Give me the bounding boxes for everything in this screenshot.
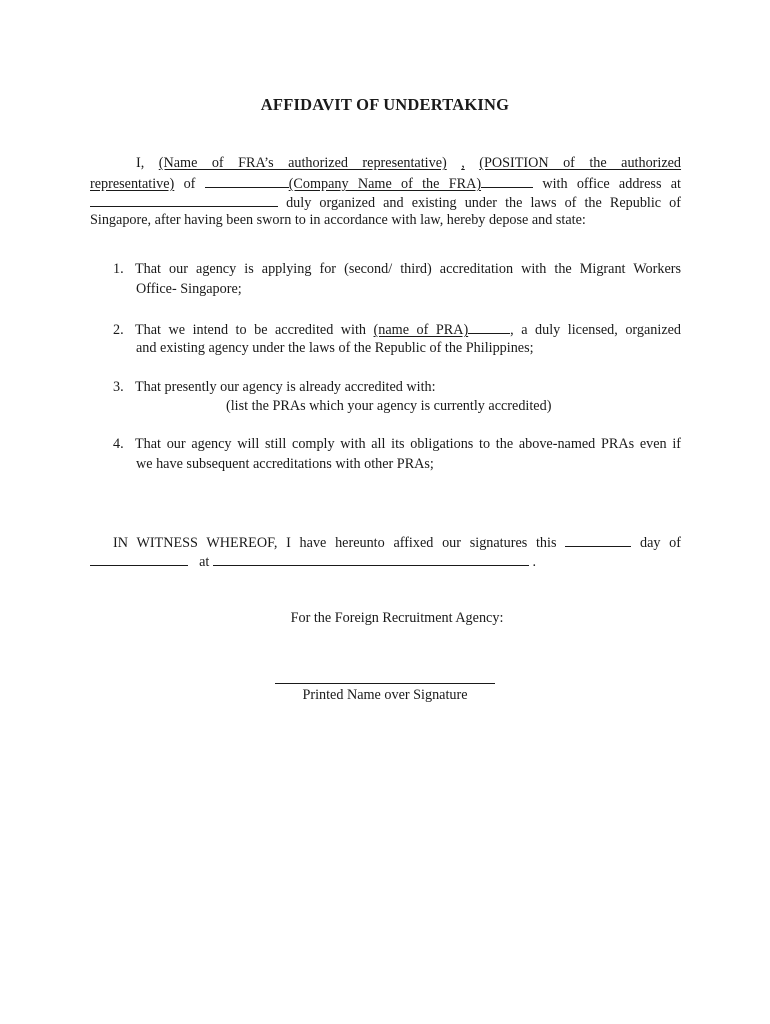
company-name-field: (Company Name of the FRA) [288, 176, 482, 192]
item-2-line-2: and existing agency under the laws of the Republic of the Philippines; [136, 340, 534, 356]
intro-line-1 [90, 154, 681, 173]
item-4-number: 4. [113, 436, 124, 452]
item-1-text: That our agency is applying for (second/ third) accreditation with the Migrant Workers [135, 261, 681, 277]
item-1-line-1 [113, 260, 681, 279]
company-name-field-trail-blank [481, 173, 533, 188]
intro-separator: , [461, 155, 465, 171]
intro-prefix: I, [136, 155, 145, 171]
item-4-text: That our agency will still comply with all its obligations to the above-named PRAs even if [135, 436, 681, 452]
document-title: AFFIDAVIT OF UNDERTAKING [260, 95, 510, 114]
witness-text: IN WITNESS WHEREOF, I have hereunto affixed our signatures this [113, 535, 557, 551]
item-4-line-2: we have subsequent accreditations with other PRAs; [136, 456, 434, 472]
intro-line-4: Singapore, after having been sworn to in accordance with law, hereby depose and state: [90, 212, 586, 228]
witness-day-blank [565, 532, 631, 547]
item-3-number: 3. [113, 379, 124, 395]
signature-caption: Printed Name over Signature [302, 687, 468, 703]
fra-representative-name-field: (Name of FRA’s authorized representative) [158, 155, 447, 171]
intro-office-address: with office address at [542, 176, 681, 192]
office-address-blank [90, 192, 278, 207]
witness-line-1 [90, 532, 681, 553]
intro-organized-text: duly organized and existing under the laws of the Republic of [286, 195, 681, 211]
item-3-line-1 [113, 378, 436, 397]
item-1-line-2: Office- Singapore; [136, 281, 242, 297]
item-3-line-2: (list the PRAs which your agency is currently accredited) [226, 398, 552, 414]
item-2-text-prefix: That we intend to be accredited with [135, 322, 367, 338]
witness-month-blank [90, 551, 188, 566]
witness-at: at [199, 554, 210, 570]
company-name-field-lead-blank [205, 173, 289, 188]
item-2-line-1 [113, 319, 681, 340]
representative-position-field-end: representative) [90, 176, 175, 192]
intro-line-2 [90, 173, 681, 194]
pra-name-field: (name of PRA) [373, 322, 469, 338]
witness-place-blank [213, 551, 529, 566]
intro-of: of [183, 176, 196, 192]
item-4-line-1 [113, 435, 681, 454]
pra-name-field-blank [468, 319, 510, 334]
item-2-number: 2. [113, 322, 124, 338]
representative-position-field: (POSITION of the authorized [479, 155, 682, 171]
witness-line-2 [90, 551, 536, 572]
item-3-text: That presently our agency is already accredited with: [135, 379, 436, 395]
witness-period: . [532, 554, 536, 570]
intro-line-3 [90, 192, 681, 213]
item-1-number: 1. [113, 261, 124, 277]
signature-line [275, 683, 495, 684]
signature-for-label: For the Foreign Recruitment Agency: [290, 610, 504, 626]
item-2-text-suffix: , a duly licensed, organized [510, 322, 682, 338]
witness-day-of: day of [639, 535, 682, 551]
